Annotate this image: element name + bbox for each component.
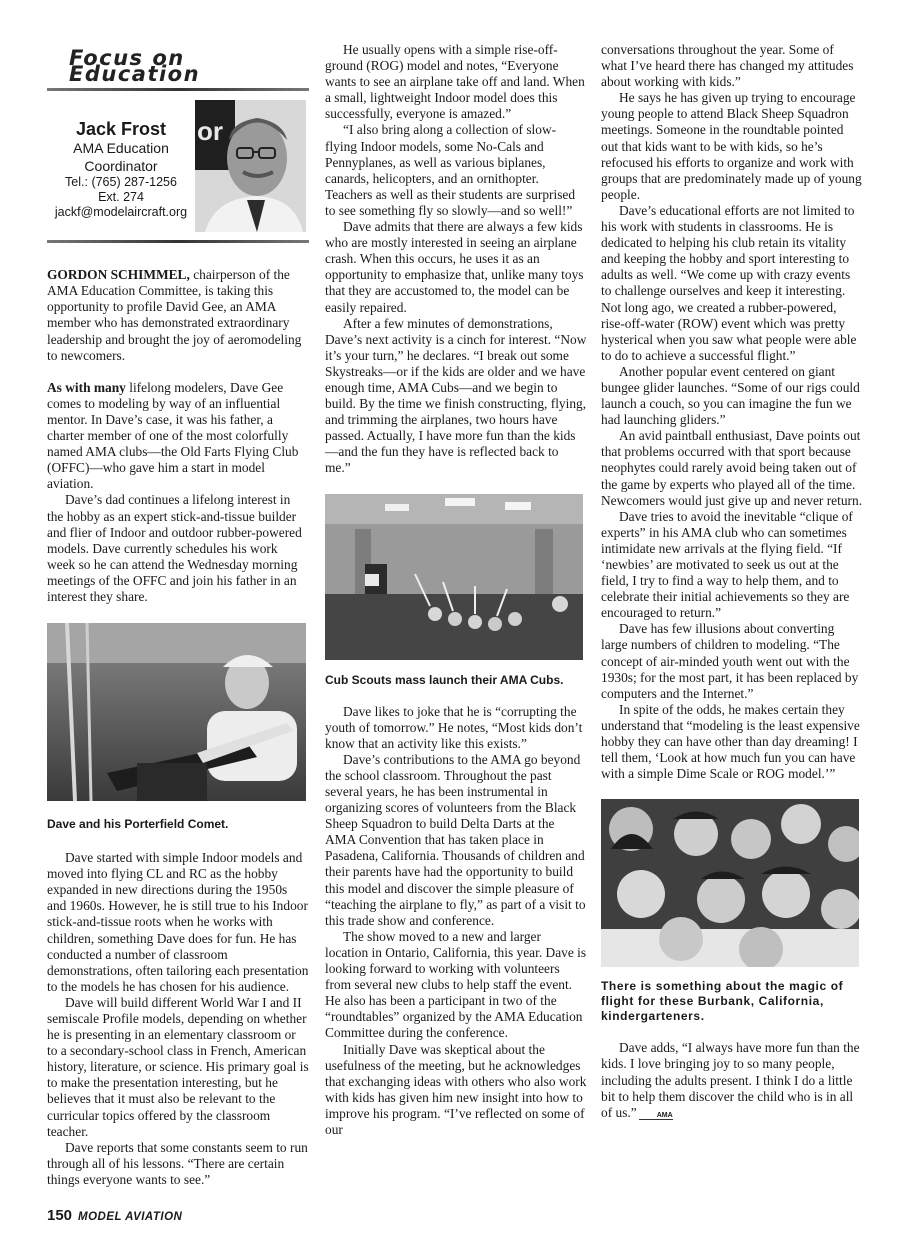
paragraph: Another popular event centered on giant bungee glider launches. “Some of our rigs could launch a couch, so you can imagine the fun we had launching gliders.” <box>601 363 860 428</box>
contact-name: Jack Frost <box>75 119 167 140</box>
column-2 <box>325 42 587 1138</box>
paragraph: Dave likes to joke that he is “corrupting the youth of tomorrow.” He notes, “Most kids don’t know that an activity like this exists.” <box>325 703 583 751</box>
closing-text: Dave adds, “I always have more fun than the kids. I love bringing joy to so many people, including the adults present. I think I do a little bit to help them discover the child who is in all of us.” <box>601 1040 860 1120</box>
page-number: 150 <box>47 1207 73 1224</box>
ama-end-mark: AMA <box>639 1112 673 1120</box>
page-footer <box>47 1207 182 1224</box>
paragraph: Dave will build different World War I and II semiscale Profile models, depending on whether he is presenting in an elementary classroom or to a secondary-school class in French, American history, literature, or science. His primary goal is to make the presentation interesting, but he believes that it must also be relevant to the curricular topics offered by the classroom teacher. <box>47 994 309 1139</box>
intro-lead: GORDON SCHIMMEL, <box>47 267 190 283</box>
paragraph: In spite of the odds, he makes certain they understand that “modeling is the least expensive hobby they can have other than day dreaming! I tell them, ‘Look at how much fun you can have with a simple Dime Scale or ROG model.’” <box>601 701 860 782</box>
p1-lead: As with many <box>47 379 126 395</box>
column-3 <box>601 42 863 1121</box>
paragraph: He says he has given up trying to encourage young people to attend Black Sheep Squadron meetings. Someone in the roundtable pointed out that kids want to be with kids, so he’s refocused his efforts to organize and work with groups that are predominately made up of young people. <box>601 90 862 202</box>
paragraph: Dave’s educational efforts are not limited to his work with students in classrooms. He is dedicated to helping his club retain its vitality and keeping the hobby and sport interesting to adults as well. “We come up with crazy events to challenge ourselves and keep it interesting. Not long ago, we created a rubber-powered, rise-off-water (ROW) event which was pretty hysterical when you saw what people were able to do to achieve a successful flight.” <box>601 202 857 363</box>
paragraph: Dave has few illusions about converting large numbers of children to modeling. “The concept of air-minded youth went out with the 1930s; for the most part, it has been replaced by computers and the Internet.” <box>601 621 859 701</box>
contact-rule <box>47 240 309 243</box>
contact-email: jackf@modelaircraft.org <box>54 205 188 220</box>
porterfield-photo <box>47 623 306 801</box>
paragraph: Initially Dave was skeptical about the usefulness of the meeting, but he acknowledges that exchanging ideas with others who also work with kids has given him new insight into how to improve his program. “I’ve reflected on some of our <box>325 1041 587 1137</box>
cub-scouts-caption: Cub Scouts mass launch their AMA Cubs. <box>325 672 564 687</box>
porterfield-image <box>47 623 306 801</box>
paragraph: Dave’s dad continues a lifelong interest in the hobby as an expert stick-and-tissue builder and flier of Indoor and outdoor rubber-powered models. Dave currently schedules his work week so he can attend the Wednesday morning meetings of the OFFC and join his father in an interest they share. <box>47 492 302 604</box>
contact-info <box>47 100 195 236</box>
paragraph: Dave started with simple Indoor models and moved into flying CL and RC as the hobby expanded in new directions during the 1950s and 1960s. However, he is still true to his Indoor stick-and-tissue roots when he works with children, something Dave does for fun. He has conducted a number of classroom demonstrations, often tailoring each presentation to the models he has chosen for his audience. <box>47 850 309 994</box>
portrait-photo <box>195 100 306 232</box>
paragraph: He usually opens with a simple rise-off-ground (ROG) model and notes, “Everyone wants to see an airplane take off and land. When a small, lightweight Indoor model does this successfully, everyone is amazed.” <box>325 42 585 122</box>
paragraph: An avid paintball enthusiast, Dave points out that problems occurred with that sport because neophytes could rarely avoid being taken out of the game by experts who played all of the time. Newcomers would just give up and never return. <box>601 428 863 508</box>
contact-role-2: Coordinator <box>84 158 158 175</box>
kindergarteners-caption: There is something about the magic of flight for these Burbank, California, kindergarteners. <box>601 979 844 1024</box>
paragraph: The show moved to a new and larger location in Ontario, California, this year. Dave is looking forward to working with volunteers from several new clubs to help staff the event. He also has been a participant in two of the “roundtables” organized by the AMA Education Committee during the conference. <box>325 928 587 1041</box>
paragraph: After a few minutes of demonstrations, Dave’s next activity is a cinch for interest. “Now it’s your turn,” he declares. “I break out some Skystreaks—or if the kids are older and we have enough time, AMA Cubs—and we begin to build. By the time we finish constructing, flying, and trimming the airplanes, two hours have passed. Actually, I have more fun than the kids—and the fun they have is reflected back to me.” <box>325 315 587 476</box>
kindergarteners-photo <box>601 799 859 967</box>
cub-scouts-photo <box>325 494 583 660</box>
paragraph: Dave reports that some constants seem to run through all of his lessons. “There are certain things everyone wants to see.” <box>47 1139 308 1187</box>
paragraph: Dave tries to avoid the inevitable “clique of experts” in his AMA club who can sometimes intimidate new arrivals at the flying field. “If ‘newbies’ are motivated to seek us out at the field, I try to find a way to help them, and to celebrate their initial achievements so they are encouraged to return.” <box>601 508 853 621</box>
paragraph <box>47 380 309 493</box>
paragraph: Dave admits that there are always a few kids who are mostly interested in seeing an airplane crash. When this occurs, he uses it as an opportunity to emphasize that, unlike many toys that they are accustomed to, the model can be easily repaired. <box>325 219 584 315</box>
portrait-image <box>195 100 306 232</box>
column-1 <box>47 42 309 1188</box>
title-rule <box>47 88 309 91</box>
contact-role-1: AMA Education <box>73 140 169 157</box>
svg-text:or: or <box>197 116 223 147</box>
cub-scouts-image <box>325 494 583 660</box>
paragraph <box>601 1040 863 1120</box>
section-title: Focus on Education <box>69 46 201 87</box>
p1-rest: lifelong modelers, Dave Gee comes to modeling by way of an influential mentor. In Dave’s case, it was his father, a charter member of one of the most colorfully named AMA clubs—the Old Farts Flying Club (OFFC)—who gave him a start in model aviation. <box>47 379 299 492</box>
intro-paragraph <box>47 267 309 364</box>
kindergarteners-image <box>601 799 859 967</box>
paragraph: Dave’s contributions to the AMA go beyond the school classroom. Throughout the past several years, he has been instrumental in organizing scores of volunteers from the Black Sheep Squadron to build Delta Darts at the AMA Convention that has taken place in Pasadena, California. Thousands of children and their parents have had the opportunity to build this model and discover the simple pleasure of “teaching the airplane to fly,” as part of a visit to this trade show and conference. <box>325 751 586 928</box>
contact-ext: Ext. 274 <box>98 190 144 205</box>
contact-box <box>47 100 309 236</box>
magazine-name: MODEL AVIATION <box>78 1211 183 1223</box>
paragraph: “I also bring along a collection of slow-flying Indoor models, some No-Cals and Pennyplanes, as well as various biplanes, canards, helicopters, and an ornithopter. Teachers as well as their students are surprised to see something fly so slowly—and so well!” <box>325 122 576 218</box>
intro-rest: chairperson of the AMA Education Committee, is taking this opportunity to profile David Gee, an AMA member who has demonstrated extraordinary leadership and brought the joy of aeromodeling to newcomers. <box>47 267 302 363</box>
contact-tel: Tel.: (765) 287-1256 <box>65 175 177 190</box>
porterfield-caption: Dave and his Porterfield Comet. <box>47 817 229 832</box>
paragraph: conversations throughout the year. Some of what I’ve heard there has changed my attitudes about working with kids.” <box>601 42 854 90</box>
